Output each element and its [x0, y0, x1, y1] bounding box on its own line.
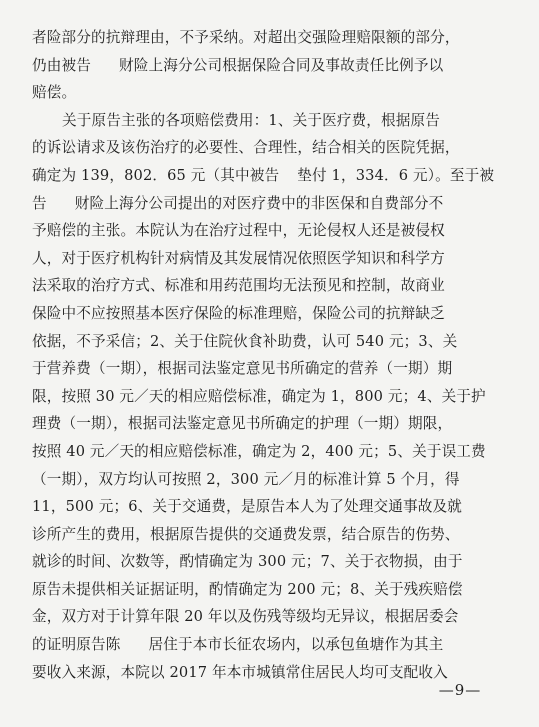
text-line	[32, 190, 506, 218]
text-line	[32, 466, 506, 494]
text-segment: 告	[32, 194, 47, 212]
text-line	[32, 328, 506, 356]
text-line	[32, 493, 506, 521]
text-segment: 财险上海分公司提出的对医疗费中的非医保和自费部分不	[74, 194, 444, 212]
text-line	[32, 438, 506, 466]
text-segment: 居住于本市长征农场内，以承包鱼塘作为其主	[148, 636, 444, 654]
text-segment: 依据，不予采信；2、关于住院伙食补助费，认可 540 元；3、关	[32, 332, 458, 350]
text-segment: 按照 40 元／天的相应赔偿标准，确定为 2，400 元；5、关于误工费	[32, 442, 486, 460]
text-line	[32, 355, 506, 383]
text-line	[32, 410, 506, 438]
text-segment: 要收入来源，本院以 2017 年本市城镇常住居民人均可支配收入	[32, 663, 448, 681]
text-segment: 的证明原告陈	[32, 636, 121, 654]
text-line	[32, 631, 506, 659]
text-segment: 仍由被告	[32, 56, 91, 74]
text-line	[32, 162, 506, 190]
text-line	[32, 79, 506, 107]
text-segment: 的诉讼请求及该伤治疗的必要性、合理性，结合相关的医院凭据，	[32, 139, 460, 157]
page-number: —9—	[438, 681, 482, 699]
text-segment: 财险上海分公司根据保险合同及事故责任比例予以	[118, 56, 444, 74]
text-line	[32, 548, 506, 576]
text-line	[32, 383, 506, 411]
text-segment: 予赔偿的主张。本院认为在治疗过程中，无论侵权人还是被侵权	[32, 222, 445, 240]
text-segment: 人，对于医疗机构针对病情及其发展情况依照医学知识和科学方	[32, 249, 445, 267]
text-line	[32, 300, 506, 328]
text-segment: 关于原告主张的各项赔偿费用：1、关于医疗费，根据原告	[62, 111, 441, 129]
text-segment: 11，500 元；6、关于交通费，是原告本人为了处理交通事故及就	[32, 498, 462, 516]
text-segment: 赔偿。	[32, 84, 77, 102]
text-segment: 原告未提供相关证据证明，酌情确定为 200 元；8、关于残疾赔偿	[32, 580, 463, 598]
text-segment: 诊所产生的费用，根据原告提供的交通费发票，结合原告的伤势、	[32, 525, 460, 543]
text-line	[32, 245, 506, 273]
text-line	[32, 603, 506, 631]
text-segment: 限，按照 30 元／天的相应赔偿标准，确定为 1，800 元；4、关于护	[32, 387, 486, 405]
text-segment: 法采取的治疗方式、标准和用药范围均无法预见和控制，故商业	[32, 277, 445, 295]
document-body	[32, 24, 506, 686]
text-segment: 于营养费（一期），根据司法鉴定意见书所确定的营养（一期）期	[32, 360, 453, 378]
text-segment: 垫付 1，334．6 元）。至于被	[297, 166, 495, 184]
text-segment: 者险部分的抗辩理由，不予采纳。对超出交强险理赔限额的部分，	[32, 29, 460, 46]
text-line	[32, 576, 506, 604]
paragraph-start-line	[32, 107, 506, 135]
text-line	[32, 521, 506, 549]
text-segment: 确定为 139，802．65 元（其中被告	[32, 166, 280, 184]
text-line	[32, 217, 506, 245]
text-segment: 理费（一期），根据司法鉴定意见书所确定的护理（一期）期限，	[32, 415, 453, 433]
text-segment: 金，双方对于计算年限 20 年以及伤残等级均无异议，根据居委会	[32, 608, 459, 626]
text-line	[32, 24, 506, 52]
text-segment: 就诊的时间、次数等，酌情确定为 300 元；7、关于衣物损，由于	[32, 553, 463, 571]
text-line	[32, 52, 506, 80]
text-line	[32, 134, 506, 162]
text-line	[32, 272, 506, 300]
text-segment: （一期），双方均认可按照 2，300 元／月的标准计算 5 个月，得	[32, 470, 460, 488]
text-segment: 保险中不应按照基本医疗保险的标准理赔，保险公司的抗辩缺乏	[32, 304, 445, 322]
